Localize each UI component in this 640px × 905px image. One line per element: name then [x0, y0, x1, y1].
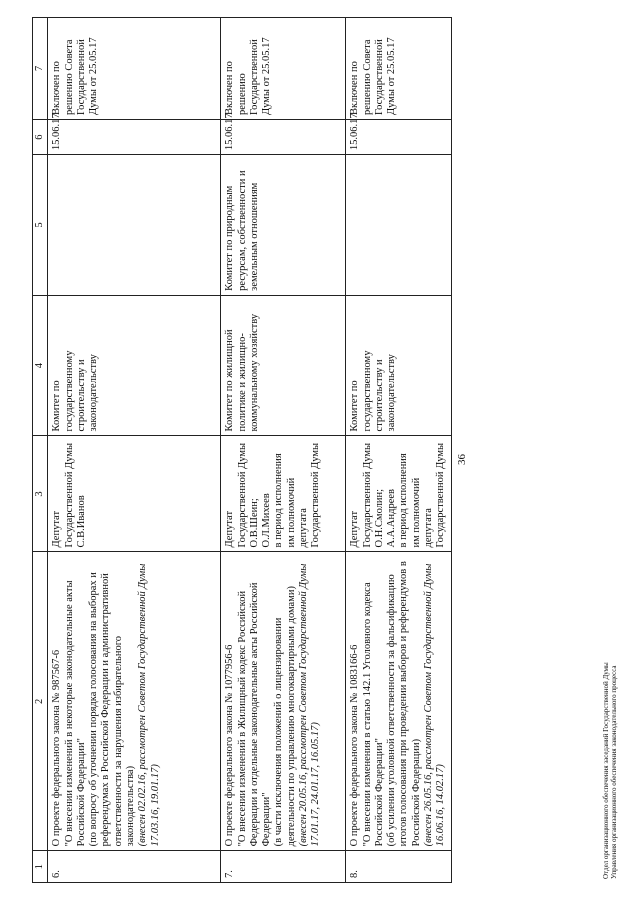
co-committee	[48, 155, 221, 296]
status-note: Включен по решению Совета Государственной Думы от 25.05.17	[346, 18, 452, 120]
agenda-table	[32, 17, 452, 883]
co-committee	[346, 155, 452, 296]
bill-history: (внесен 26.05.16, рассмотрен Советом Государственной Думы 16.06.16, 14.02.17)	[423, 563, 447, 847]
hearing-date: 15.06.17	[346, 120, 452, 155]
hearing-date: 15.06.17	[48, 120, 221, 155]
table-row	[346, 18, 452, 883]
item-number: 7.	[221, 851, 346, 883]
co-committee: Комитет по природным ресурсам, собственности и земельным отношениям	[221, 155, 346, 296]
bill-title: О проекте федерального закона № 1077956-6 "О внесении изменений в Жилищный кодекс Российской Федерации и отдельные законодательные акты Российской Федерации" (в части исключения положений о лицензировании деятельности по управлению многоквартирными домами)	[224, 582, 297, 847]
initiator: Депутат Государственной Думы О.В.Шеин; О.Л.Михеев в период исполнения им полномочий депутата Государственной Думы	[221, 436, 346, 552]
hearing-date: 15.06.17	[221, 120, 346, 155]
responsible-committee: Комитет по государственному строительству и законодательству	[48, 295, 221, 436]
status-note: Включен по решению Государственной Думы от 25.05.17	[221, 18, 346, 120]
footer-directorate: Управления организационного обеспечения законодательного процесса	[610, 665, 618, 879]
item-number: 8.	[346, 851, 452, 883]
responsible-committee: Комитет по жилищной политике и жилищно-коммунальному хозяйству	[221, 295, 346, 436]
footer-department: Отдел организационного обеспечения заседаний Государственной Думы	[602, 662, 610, 879]
column-header: 3	[33, 436, 48, 552]
page-number: 36	[456, 454, 468, 465]
initiator: Депутат Государственной Думы С.В.Иванов	[48, 436, 221, 552]
footer	[602, 479, 618, 879]
bill-history: (внесен 02.02.16, рассмотрен Советом Государственной Думы 17.03.16, 19.01.17)	[137, 563, 161, 847]
initiator: Депутат Государственной Думы О.Н.Смолин; А.А.Андреев в период исполнения им полномочий депутата Государственной Думы	[346, 436, 452, 552]
column-header: 7	[33, 18, 48, 120]
bill-title: О проекте федерального закона № 1083166-6 "О внесении изменения в статью 142.1 Уголовного кодекса Российской Федерации" (об усилении уголовной ответственности за фальсификацию итогов голосования при проведении выборов и референдумов в Российской Федерации)	[349, 561, 422, 847]
table-row	[48, 18, 221, 883]
bill-title: О проекте федерального закона № 987567-6 "О внесении изменений в некоторые законодательные акты Российской Федерации" (по вопросу об уточнении порядка голосования на выборах и референдумах в Российской Федерации и административной ответственности за нарушения избирательного законодательства)	[51, 572, 137, 847]
responsible-committee: Комитет по государственному строительству и законодательству	[346, 295, 452, 436]
column-header: 1	[33, 851, 48, 883]
table-header-row	[33, 18, 48, 883]
status-note: Включен по решению Совета Государственной Думы от 25.05.17	[48, 18, 221, 120]
bill-history: (внесен 20.05.16, рассмотрен Советом Государственной Думы 17.01.17, 24.01.17, 16.05.17)	[298, 563, 322, 847]
column-header: 4	[33, 295, 48, 436]
item-number: 6.	[48, 851, 221, 883]
bill-cell	[221, 552, 346, 851]
table-row	[221, 18, 346, 883]
bill-cell	[346, 552, 452, 851]
column-header: 5	[33, 155, 48, 296]
column-header: 6	[33, 120, 48, 155]
column-header: 2	[33, 552, 48, 851]
bill-cell	[48, 552, 221, 851]
